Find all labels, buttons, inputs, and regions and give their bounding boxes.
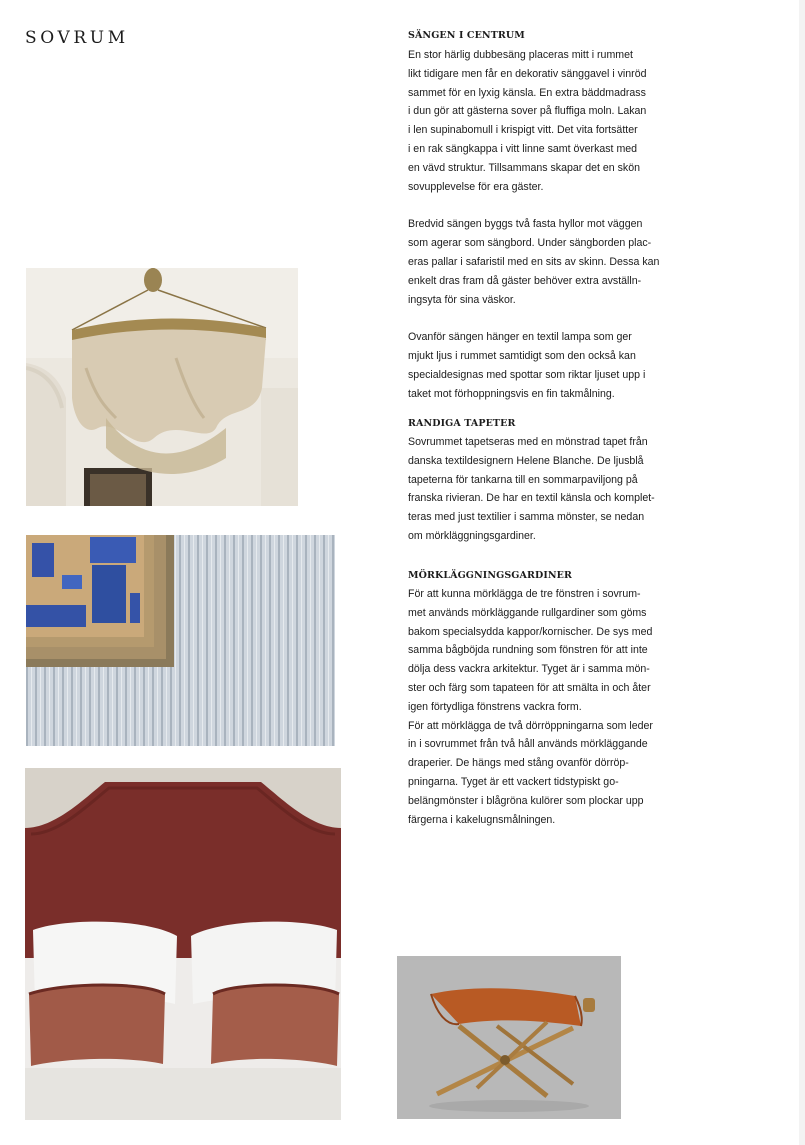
section-sangen-i-centrum bbox=[408, 29, 659, 404]
section-morklaggningsgardiner bbox=[408, 569, 653, 829]
section-paragraph: Ovanför sängen hänger en textil lampa som ger mjukt ljus i rummet samtidigt som den också kan specialdesignas med spottar som riktar ljuset upp i taket mot förhoppningsvis en fin takmålning. bbox=[408, 331, 646, 400]
section-heading: RANDIGA TAPETER bbox=[408, 418, 516, 429]
safari-leather-stool-photo bbox=[397, 956, 621, 1119]
section-paragraph: För att mörklägga de två dörröppningarna som leder in i sovrummet från två håll används mörkläggande draperier. De hängs med stång ovanför dörröp- pningarna. Tyget är ett vackert tidstypiskt go- belängmönster i blågröna kulörer som plockar upp färgerna i kakelugnsmålningen. bbox=[408, 719, 653, 826]
page-title: SOVRUM bbox=[25, 28, 129, 48]
section-paragraph: Sovrummet tapetseras med en mönstrad tapet från danska textildesignern Helene Blanche. De ljusblå tapeterna för tankarna till en sommarpaviljong på franska rivieran. De har en textil känsla och komplet- teras med just textilier i samma mönster, se nedan om mörkläggningsgardiner. bbox=[408, 436, 655, 542]
section-paragraph: Bredvid sängen byggs två fasta hyllor mot väggen som agerar som sängbord. Under sängborden plac- eras pallar i safaristil med en sits av skinn. Dessa kan enkelt dras fram då gäster behöver extra avställn- ingsyta för sina väskor. bbox=[408, 218, 660, 306]
section-heading: MÖRKLÄGGNINGSGARDINER bbox=[408, 570, 572, 581]
section-paragraph: För att kunna mörklägga de tre fönstren i sovrum- met används mörkläggande rullgardiner som göms bakom specialsydda kappor/kornischer. De sys med samma bågböjda rundning som fönstren för att inte dölja dess vackra arkitektur. Tyget är i samma mön- ster och färg som tapateen för att smälta in och åter igen förtydliga fönstrens vackra form. bbox=[408, 588, 653, 713]
textile-pendant-lamp-photo bbox=[26, 268, 298, 506]
velvet-headboard-bed-photo bbox=[25, 768, 341, 1120]
page-edge bbox=[799, 0, 805, 1145]
section-heading: SÄNGEN I CENTRUM bbox=[408, 30, 525, 41]
section-paragraph: En stor härlig dubbesäng placeras mitt i rummet likt tidigare men får en dekorativ sänggavel i vinröd sammet för en lyxig känsla. En extra bäddmadrass i dun gör att gästerna sover på fluffiga moln. Lakan i len supinabomull i krispigt vitt. Det vita fortsätter i en rak sängkappa i vitt linne samt överkast med en vävd struktur. Tillsammans skapar det en skön sovupplevelse för era gäster. bbox=[408, 49, 647, 193]
striped-wallpaper-photo bbox=[26, 535, 335, 746]
section-randiga-tapeter bbox=[408, 417, 655, 546]
